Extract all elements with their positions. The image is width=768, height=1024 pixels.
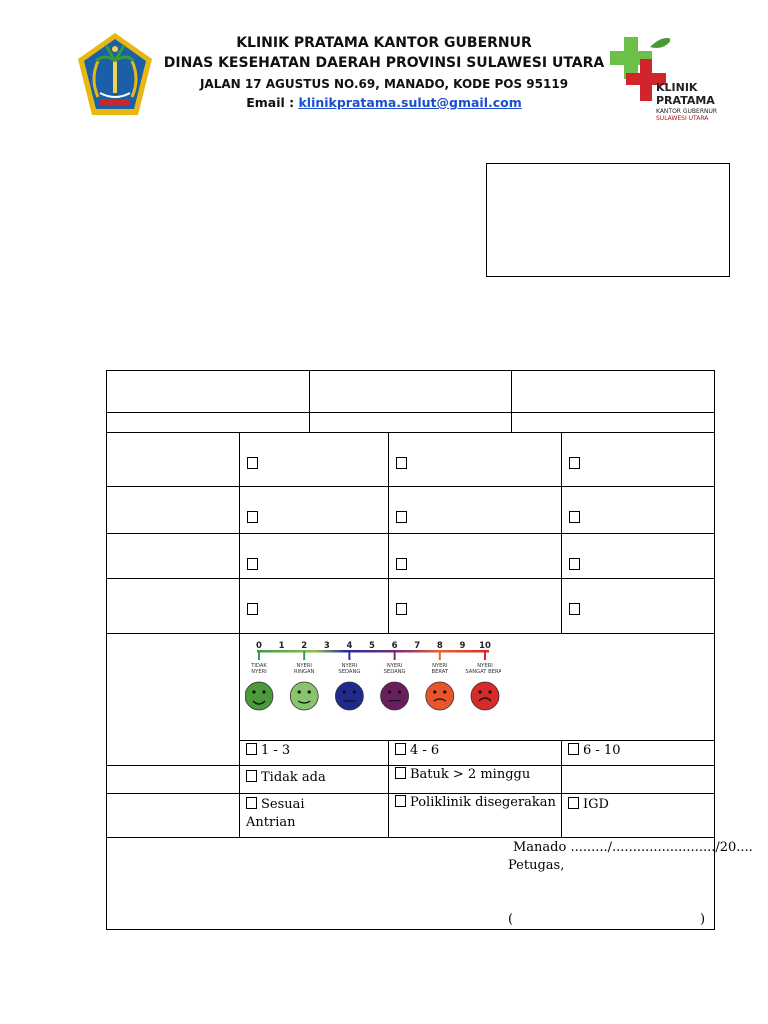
info-cell-1[interactable]	[107, 371, 310, 413]
pain-scale-label-bottom: SEDANG	[338, 669, 361, 675]
pain-face-eye	[343, 690, 346, 693]
checkbox-cell[interactable]	[389, 487, 562, 534]
option-label-line2: Antrian	[246, 815, 296, 830]
checkbox[interactable]	[246, 797, 257, 809]
pain-scale-label-bottom: RINGAN	[293, 669, 315, 675]
info-cell-5[interactable]	[310, 413, 512, 433]
row-label-cell	[107, 634, 240, 766]
table-row	[107, 534, 715, 579]
checkbox-cell[interactable]	[562, 579, 715, 634]
checkbox[interactable]	[247, 457, 258, 469]
option-label: 1 - 3	[261, 743, 291, 758]
checkbox[interactable]	[396, 603, 407, 615]
option-label: Sesuai	[261, 797, 305, 812]
row-label-cell	[107, 534, 240, 579]
pain-scale-tick	[303, 651, 305, 660]
pain-scale-number: 1	[278, 641, 285, 651]
checkbox-cell[interactable]	[389, 433, 562, 487]
option-label: 6 - 10	[583, 743, 621, 758]
pain-scale	[245, 638, 501, 718]
pain-scale-tick	[258, 651, 260, 660]
pain-face-icon	[471, 682, 499, 710]
pain-face-eye	[308, 690, 311, 693]
checkbox[interactable]	[396, 558, 407, 570]
place-date: Manado ........./........................./20....	[513, 840, 753, 855]
patient-label-box	[486, 163, 730, 277]
checkbox-cell[interactable]	[240, 487, 389, 534]
option-cell[interactable]	[240, 794, 389, 838]
provincial-emblem-icon	[76, 31, 154, 117]
pain-face-eye	[252, 690, 255, 693]
pain-scale-label-bottom: BERAT	[431, 669, 449, 675]
pain-face-mouth	[389, 701, 401, 702]
pain-scale-label-top: NYERI	[477, 663, 493, 669]
checkbox[interactable]	[247, 511, 258, 523]
option-cell[interactable]	[389, 766, 562, 794]
pain-face-eye	[353, 690, 356, 693]
pain-face-eye	[443, 690, 446, 693]
option-label: Batuk > 2 minggu	[410, 767, 531, 782]
info-cell-4[interactable]	[107, 413, 310, 433]
pain-scale-number: 3	[323, 641, 330, 651]
pain-scale-number: 7	[414, 641, 421, 651]
pain-scale-label-top: NYERI	[341, 663, 358, 669]
option-label: Poliklinik disegerakan	[410, 795, 556, 810]
disposition-row	[107, 794, 715, 838]
option-cell[interactable]	[240, 766, 389, 794]
email-label: Email :	[246, 95, 299, 110]
clinic-email	[150, 95, 618, 110]
pain-scale-number: 6	[391, 641, 398, 651]
checkbox[interactable]	[247, 558, 258, 570]
pain-scale-number: 5	[369, 641, 375, 651]
pain-scale-label-top: TIDAK	[251, 663, 267, 669]
pain-scale-number: 4	[346, 641, 353, 651]
checkbox[interactable]	[396, 457, 407, 469]
pain-face-eye	[478, 690, 481, 693]
option-cell[interactable]	[562, 794, 715, 838]
checkbox[interactable]	[569, 558, 580, 570]
pain-face-icon	[381, 682, 409, 710]
pain-scale-number: 8	[436, 641, 443, 651]
checkbox[interactable]	[396, 511, 407, 523]
pain-face-eye	[398, 690, 401, 693]
pain-scale-label-top: NYERI	[432, 663, 448, 669]
checkbox-cell[interactable]	[240, 534, 389, 579]
table-row	[107, 487, 715, 534]
checkbox[interactable]	[568, 797, 579, 809]
option-cell[interactable]	[389, 794, 562, 838]
signature-row	[107, 838, 715, 930]
provincial-emblem	[76, 31, 154, 117]
checkbox[interactable]	[395, 743, 406, 755]
checkbox[interactable]	[395, 795, 406, 807]
pain-scale-number: 2	[301, 641, 308, 651]
pain-scale-number: 0	[256, 641, 262, 651]
row-label-cell	[107, 433, 240, 487]
signature-cell	[107, 838, 753, 930]
clinic-name: KLINIK PRATAMA KANTOR GUBERNUR	[236, 35, 532, 51]
pain-face-icon	[245, 682, 273, 710]
pain-scale-label-top: NYERI	[296, 663, 312, 669]
row-label-cell	[107, 766, 240, 794]
option-label: 4 - 6	[410, 743, 440, 758]
logo-text-sulut: SULAWESI UTARA	[656, 115, 709, 122]
pain-scale-tick	[439, 651, 441, 660]
pain-face-eye	[433, 690, 436, 693]
checkbox[interactable]	[246, 770, 257, 782]
pain-face-eye	[488, 690, 491, 693]
pain-scale-tick	[484, 651, 486, 660]
checkbox[interactable]	[395, 767, 406, 779]
officer-label: Petugas,	[508, 858, 565, 873]
clinic-logo	[610, 35, 720, 125]
checkbox-cell[interactable]	[562, 534, 715, 579]
info-cell-3[interactable]	[512, 371, 715, 413]
row-label-cell	[107, 794, 240, 838]
signature-open-paren: (	[508, 912, 514, 927]
row-label-cell	[107, 579, 240, 634]
option-cell[interactable]	[562, 741, 715, 766]
signature-close-paren: )	[700, 912, 706, 927]
row-label-cell	[107, 487, 240, 534]
logo-text-pratama: PRATAMA	[656, 94, 715, 107]
pain-scale-tick	[348, 651, 350, 660]
pain-face-eye	[388, 690, 391, 693]
pain-scale-number: 9	[459, 641, 466, 651]
pain-scale-graphic	[245, 638, 501, 718]
checkbox[interactable]	[247, 603, 258, 615]
pain-scale-tick	[394, 651, 396, 660]
pain-scale-label-bottom: SANGAT BERAT	[465, 669, 501, 675]
logo-text-kantor: KANTOR GUBERNUR	[656, 108, 718, 115]
checkbox[interactable]	[569, 457, 580, 469]
pain-face-icon	[335, 682, 363, 710]
option-label: Tidak ada	[261, 770, 326, 785]
table-row	[107, 433, 715, 487]
info-cell-6[interactable]	[512, 413, 715, 433]
clinic-address: JALAN 17 AGUSTUS NO.69, MANADO, KODE POS 95119	[199, 77, 569, 91]
pain-face-eye	[298, 690, 301, 693]
pain-scale-label-top: NYERI	[386, 663, 403, 669]
empty-cell	[562, 766, 715, 794]
checkbox-cell[interactable]	[562, 433, 715, 487]
checkbox-cell[interactable]	[240, 579, 389, 634]
checkbox[interactable]	[569, 511, 580, 523]
pain-scale-label-bottom: NYERI	[251, 669, 267, 675]
cough-row	[107, 766, 715, 794]
checkbox[interactable]	[246, 743, 257, 755]
pain-face-icon	[426, 682, 454, 710]
option-label: IGD	[583, 797, 609, 812]
pain-face-icon	[290, 682, 318, 710]
pain-scale-number: 10	[479, 641, 491, 651]
pain-face-eye	[262, 690, 265, 693]
option-cell[interactable]	[389, 741, 562, 766]
info-table	[106, 370, 715, 433]
department-name: DINAS KESEHATAN DAERAH PROVINSI SULAWESI UTARA	[163, 55, 605, 71]
checkbox[interactable]	[569, 603, 580, 615]
logo-text-klinik: KLINIK	[656, 81, 698, 94]
checkbox[interactable]	[568, 743, 579, 755]
checkbox-cell[interactable]	[240, 433, 389, 487]
checkbox-cell[interactable]	[389, 534, 562, 579]
option-cell[interactable]	[240, 741, 389, 766]
pain-scale-label-bottom: SEDANG	[383, 669, 406, 675]
table-row	[107, 579, 715, 634]
email-link[interactable]: klinikpratama.sulut@gmail.com	[298, 95, 522, 110]
checkbox-cell[interactable]	[389, 579, 562, 634]
checkbox-cell[interactable]	[562, 487, 715, 534]
info-cell-2[interactable]	[310, 371, 512, 413]
